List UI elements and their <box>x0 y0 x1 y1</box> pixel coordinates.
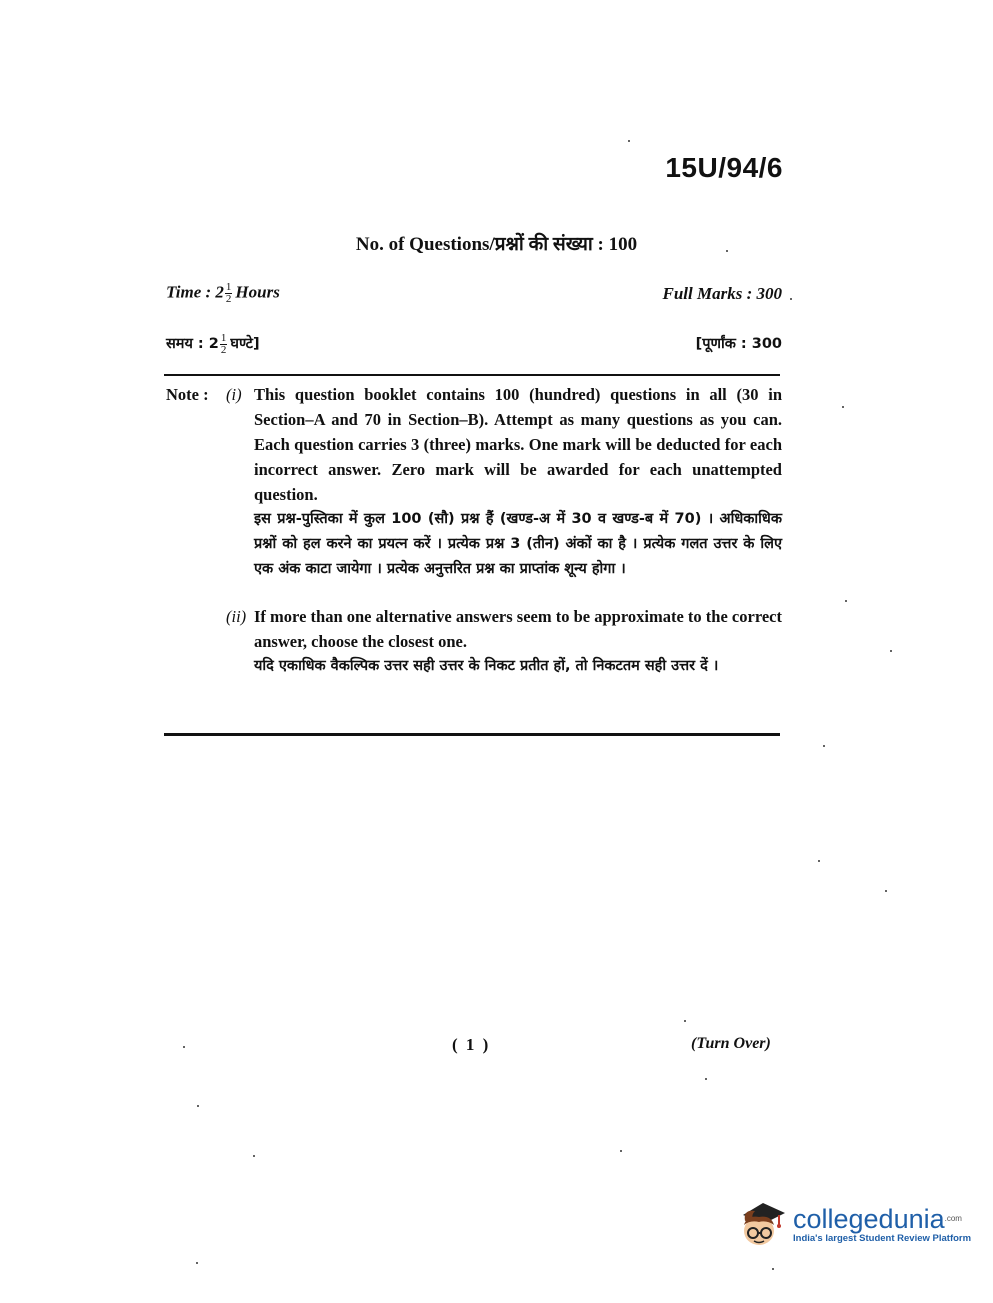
mascot-icon <box>733 1195 791 1253</box>
fraction-numerator: 1 <box>225 281 232 293</box>
time-marks-row-hindi <box>166 332 782 357</box>
turn-over-label: (Turn Over) <box>691 1035 771 1052</box>
fraction-denominator: 2 <box>220 343 227 356</box>
divider-bottom <box>164 733 780 736</box>
paper-code: 15U/94/6 <box>665 152 783 183</box>
time-fraction-hindi <box>220 333 228 356</box>
full-marks-english: Full Marks : 300 <box>662 283 782 303</box>
note-item-number: (i) <box>226 385 242 404</box>
collegedunia-watermark <box>733 1195 971 1253</box>
divider-top <box>164 374 780 376</box>
brand-suffix: .com <box>944 1213 962 1223</box>
fraction-numerator: 1 <box>220 331 227 344</box>
time-english-unit: Hours <box>235 282 280 302</box>
time-fraction <box>225 282 233 305</box>
time-hindi-label: समय : 2 <box>166 336 219 352</box>
brand-name <box>793 1205 971 1233</box>
instructions-note <box>166 382 782 679</box>
full-marks-hindi: [पूर्णांक : 300 <box>695 336 782 352</box>
time-english-label: Time : 2 <box>166 282 224 302</box>
time-hindi <box>166 332 260 357</box>
page-number: ( 1 ) <box>452 1035 491 1054</box>
note-item <box>226 604 782 679</box>
note-item-english: If more than one alternative answers seem to be approximate to the correct answer, choose the closest one. <box>254 607 782 651</box>
note-label: Note : <box>166 385 209 404</box>
note-body <box>226 382 782 679</box>
brand-tagline: India's largest Student Review Platform <box>793 1232 972 1244</box>
question-count: No. of Questions/प्रश्नों की संख्या : 100 <box>355 234 638 255</box>
time-hindi-unit: घण्टे] <box>230 336 260 352</box>
time-marks-row-english <box>166 282 782 305</box>
fraction-denominator: 2 <box>225 293 232 305</box>
note-item-number: (ii) <box>226 607 247 626</box>
note-item-english: This question booklet contains 100 (hundred) questions in all (30 in Section–A and 70 in Section–B). Attempt as many questions as you can. Each question carries 3 (three) marks. One mark will be deducted for each incorrect answer. Zero mark will be awarded for each unattempted question. <box>254 385 782 504</box>
note-item <box>226 382 782 582</box>
note-item-hindi: यदि एकाधिक वैकल्पिक उत्तर सही उत्तर के निकट प्रतीत हों, तो निकटतम सही उत्तर दें । <box>254 658 719 674</box>
brand-text: collegedunia <box>793 1203 945 1234</box>
note-item-hindi: इस प्रश्न-पुस्तिका में कुल 100 (सौ) प्रश्न हैं (खण्ड-अ में 30 व खण्ड-ब में 70) । अधिकाधिक प्रश्नों को हल करने का प्रयत्न करें । प्रत्येक प्रश्न 3 (तीन) अंकों का है । प्रत्येक गलत उत्तर के लिए एक अंक काटा जायेगा । प्रत्येक अनुत्तरित प्रश्न का प्राप्तांक शून्य होगा । <box>254 511 782 577</box>
time-english <box>166 282 280 305</box>
